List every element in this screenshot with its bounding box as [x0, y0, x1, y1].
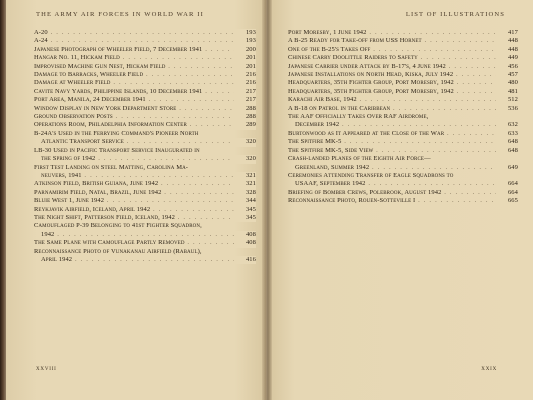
illustration-page-number: 480: [496, 79, 518, 87]
illustration-title: One of the B-25's Takes Off . . .: [288, 46, 518, 54]
page-number: xxix: [481, 364, 497, 372]
list-item: [34, 180, 256, 188]
illustration-page-number: 344: [234, 197, 256, 205]
illustration-page-number: 216: [234, 71, 256, 79]
illustration-title: Reconnaissance Photo of Vunakanau Airfield (Rabaul),: [34, 247, 202, 255]
illustration-title: Damage to Barracks, Wheeler Field . . .: [34, 71, 256, 79]
list-item: [288, 105, 518, 113]
illustration-page-number: 345: [234, 206, 256, 214]
illustration-title: Japanese Carrier under Attack by B-17's, 4 June 1942 . . .: [288, 63, 518, 71]
illustration-page-number: 408: [234, 231, 256, 239]
illustration-title: Karachi Air Base, 1942 . . .: [288, 96, 518, 104]
illustration-title: A-24 . . .: [34, 37, 256, 45]
list-item: [288, 197, 518, 205]
illustration-title: Atkinson Field, British Guiana, June 1942 . . .: [34, 180, 256, 188]
illustration-page-number: 289: [234, 121, 256, 129]
list-item: [288, 37, 518, 45]
illustration-title: Ceremonies Attending Transfer of Eagle Squadrons to: [288, 171, 454, 179]
illustration-title: Briefing of Bomber Crews, Polebrook, August 1942 . . .: [288, 189, 518, 197]
list-item: [288, 130, 518, 138]
list-item: [288, 113, 518, 130]
list-item: [288, 155, 518, 172]
illustration-page-number: 448: [496, 46, 518, 54]
list-item: [34, 239, 256, 247]
illustration-title-continued: neuvers, 1941 . . .: [34, 172, 256, 180]
list-item: [288, 88, 518, 96]
illustration-title: Bluie West 1, June 1942 . . .: [34, 197, 256, 205]
book-gutter: [262, 0, 272, 400]
list-item: [34, 63, 256, 71]
illustration-title: B-24A's Used in the Ferrying Command's Pioneer North: [34, 129, 199, 137]
illustration-page-number: 320: [234, 138, 256, 146]
list-item: [288, 29, 518, 37]
illustration-page-number: 408: [234, 239, 256, 247]
illustration-title: Reykjavik Airfield, Iceland, April 1942 . . .: [34, 206, 256, 214]
illustration-title: Hangar No. 11, Hickam Field . . .: [34, 54, 256, 62]
illustration-title-continued: USAAF, September 1942 . . .: [288, 180, 518, 188]
list-item: [34, 79, 256, 87]
list-item: [288, 189, 518, 197]
illustration-page-number: 320: [234, 155, 256, 163]
illustration-title: Window Display in New York Department Store . . .: [34, 105, 256, 113]
illustration-title: Chinese Carry Doolittle Raiders to Safety . . .: [288, 54, 518, 62]
list-item: [34, 206, 256, 214]
illustration-page-number: 448: [496, 37, 518, 45]
list-item: [34, 214, 256, 222]
running-head: LIST OF ILLUSTRATIONS: [405, 11, 505, 18]
page-number: xxviii: [36, 364, 57, 372]
illustration-page-number: 288: [234, 113, 256, 121]
illustration-title: First Test Landing on Steel Matting, Carolina Ma-: [34, 163, 189, 171]
illustration-page-number: 417: [496, 29, 518, 37]
list-item: [34, 197, 256, 205]
illustration-page-number: 193: [234, 37, 256, 45]
illustration-title: LB-30 Used in Pacific Transport Service Inaugurated in: [34, 146, 200, 154]
illustration-page-number: 321: [234, 172, 256, 180]
list-item: [34, 121, 256, 129]
illustration-page-number: 648: [496, 138, 518, 146]
list-item: [288, 46, 518, 54]
illustration-title-continued: the Spring of 1942 . . .: [34, 155, 256, 163]
illustration-title: Port Moresby, 1 June 1942 . . .: [288, 29, 518, 37]
illustration-title: A B-18 on Patrol in the Caribbean . . .: [288, 105, 518, 113]
illustration-title: Damage at Wheeler Field . . .: [34, 79, 256, 87]
illustration-list: [288, 29, 518, 206]
illustration-title: Port Area, Manila, 24 December 1941 . . .: [34, 96, 256, 104]
illustration-page-number: 512: [496, 96, 518, 104]
list-item: [34, 46, 256, 54]
list-item: [288, 147, 518, 155]
list-item: [34, 37, 256, 45]
illustration-title: Crash-landed Planes of the Eighth Air Force—: [288, 155, 431, 163]
list-item: [34, 189, 256, 197]
list-item: [34, 105, 256, 113]
list-item: [288, 71, 518, 79]
illustration-title-continued: Atlantic Transport Service . . .: [34, 138, 256, 146]
list-item: [34, 248, 256, 265]
list-item: [34, 164, 256, 181]
illustration-title: The Same Plane with Camouflage Partly Removed . . .: [34, 239, 256, 247]
list-item: [34, 88, 256, 96]
illustration-page-number: 632: [496, 121, 518, 129]
illustration-page-number: 665: [496, 197, 518, 205]
illustration-title: A-20 . . .: [34, 29, 256, 37]
list-item: [288, 63, 518, 71]
illustration-title: Ground Observation Posts . . .: [34, 113, 256, 121]
illustration-title: Reconnaissance Photo, Rouen-Sotteville I . . .: [288, 197, 518, 205]
illustration-title: Parnamirim Field, Natal, Brazil, June 1942 . . .: [34, 189, 256, 197]
list-item: [288, 54, 518, 62]
illustration-title-continued: 1942 . . .: [34, 231, 256, 239]
left-page: [6, 0, 266, 400]
right-page: [268, 0, 533, 400]
list-item: [288, 96, 518, 104]
illustration-title: Operations Room, Philadelphia Information Center . . .: [34, 121, 256, 129]
illustration-title: The AAF Officially Takes Over RAF Airdrome,: [288, 113, 429, 121]
list-item: [34, 222, 256, 239]
list-item: [34, 29, 256, 37]
illustration-title: Improvised Machine Gun Nest, Hickam Field . . .: [34, 63, 256, 71]
list-item: [34, 147, 256, 164]
illustration-page-number: 416: [234, 256, 256, 264]
illustration-page-number: 633: [496, 130, 518, 138]
illustration-title: Burtonwood as It Appeared at the Close of the War . . .: [288, 130, 518, 138]
illustration-title: The Spitfire MK-5, Side View . . .: [288, 147, 518, 155]
illustration-title: The Spitfire MK-5 . . .: [288, 138, 518, 146]
list-item: [34, 71, 256, 79]
list-item: [288, 79, 518, 87]
illustration-page-number: 216: [234, 79, 256, 87]
illustration-page-number: 649: [496, 164, 518, 172]
illustration-title-continued: Greenland, Summer 1942 . . .: [288, 164, 518, 172]
illustration-page-number: 193: [234, 29, 256, 37]
illustration-list: [34, 29, 256, 264]
illustration-page-number: 200: [234, 46, 256, 54]
illustration-title: Camouflaged P-39 Belonging to 41st Fighter Squadron,: [34, 222, 202, 230]
illustration-title: Cavite Navy Yards, Philippine Islands, 10 December 1941 . . .: [34, 88, 256, 96]
illustration-title: The Night Shift, Patterson Field, Iceland, 1942 . . .: [34, 214, 256, 222]
illustration-title: Headquarters, 35th Fighter Group, Port Moresby, 1942 . . .: [288, 88, 518, 96]
illustration-page-number: 456: [496, 63, 518, 71]
illustration-page-number: 648: [496, 147, 518, 155]
illustration-page-number: 481: [496, 88, 518, 96]
illustration-page-number: 536: [496, 105, 518, 113]
illustration-page-number: 201: [234, 63, 256, 71]
running-head: THE ARMY AIR FORCES IN WORLD WAR II: [36, 11, 204, 18]
illustration-page-number: 288: [234, 105, 256, 113]
illustration-title-continued: April 1942 . . .: [34, 256, 256, 264]
illustration-page-number: 449: [496, 54, 518, 62]
list-item: [34, 130, 256, 147]
list-item: [288, 172, 518, 189]
illustration-page-number: 217: [234, 88, 256, 96]
illustration-page-number: 664: [496, 189, 518, 197]
illustration-title: A B-25 Ready for Take-off from USS Hornet . . .: [288, 37, 518, 45]
illustration-title: Japanese Installations on North Head, Kiska, July 1942 . . .: [288, 71, 518, 79]
illustration-page-number: 345: [234, 214, 256, 222]
list-item: [288, 138, 518, 146]
illustration-page-number: 321: [234, 180, 256, 188]
list-item: [34, 96, 256, 104]
illustration-title-continued: December 1942 . . .: [288, 121, 518, 129]
illustration-page-number: 217: [234, 96, 256, 104]
list-item: [34, 54, 256, 62]
illustration-title: Japanese Photograph of Wheeler Field, 7 December 1941 . . .: [34, 46, 256, 54]
illustration-page-number: 457: [496, 71, 518, 79]
illustration-title: Headquarters, 35th Fighter Group, Port Moresby, 1942 . . .: [288, 79, 518, 87]
illustration-page-number: 201: [234, 54, 256, 62]
list-item: [34, 113, 256, 121]
illustration-page-number: 664: [496, 180, 518, 188]
illustration-page-number: 328: [234, 189, 256, 197]
